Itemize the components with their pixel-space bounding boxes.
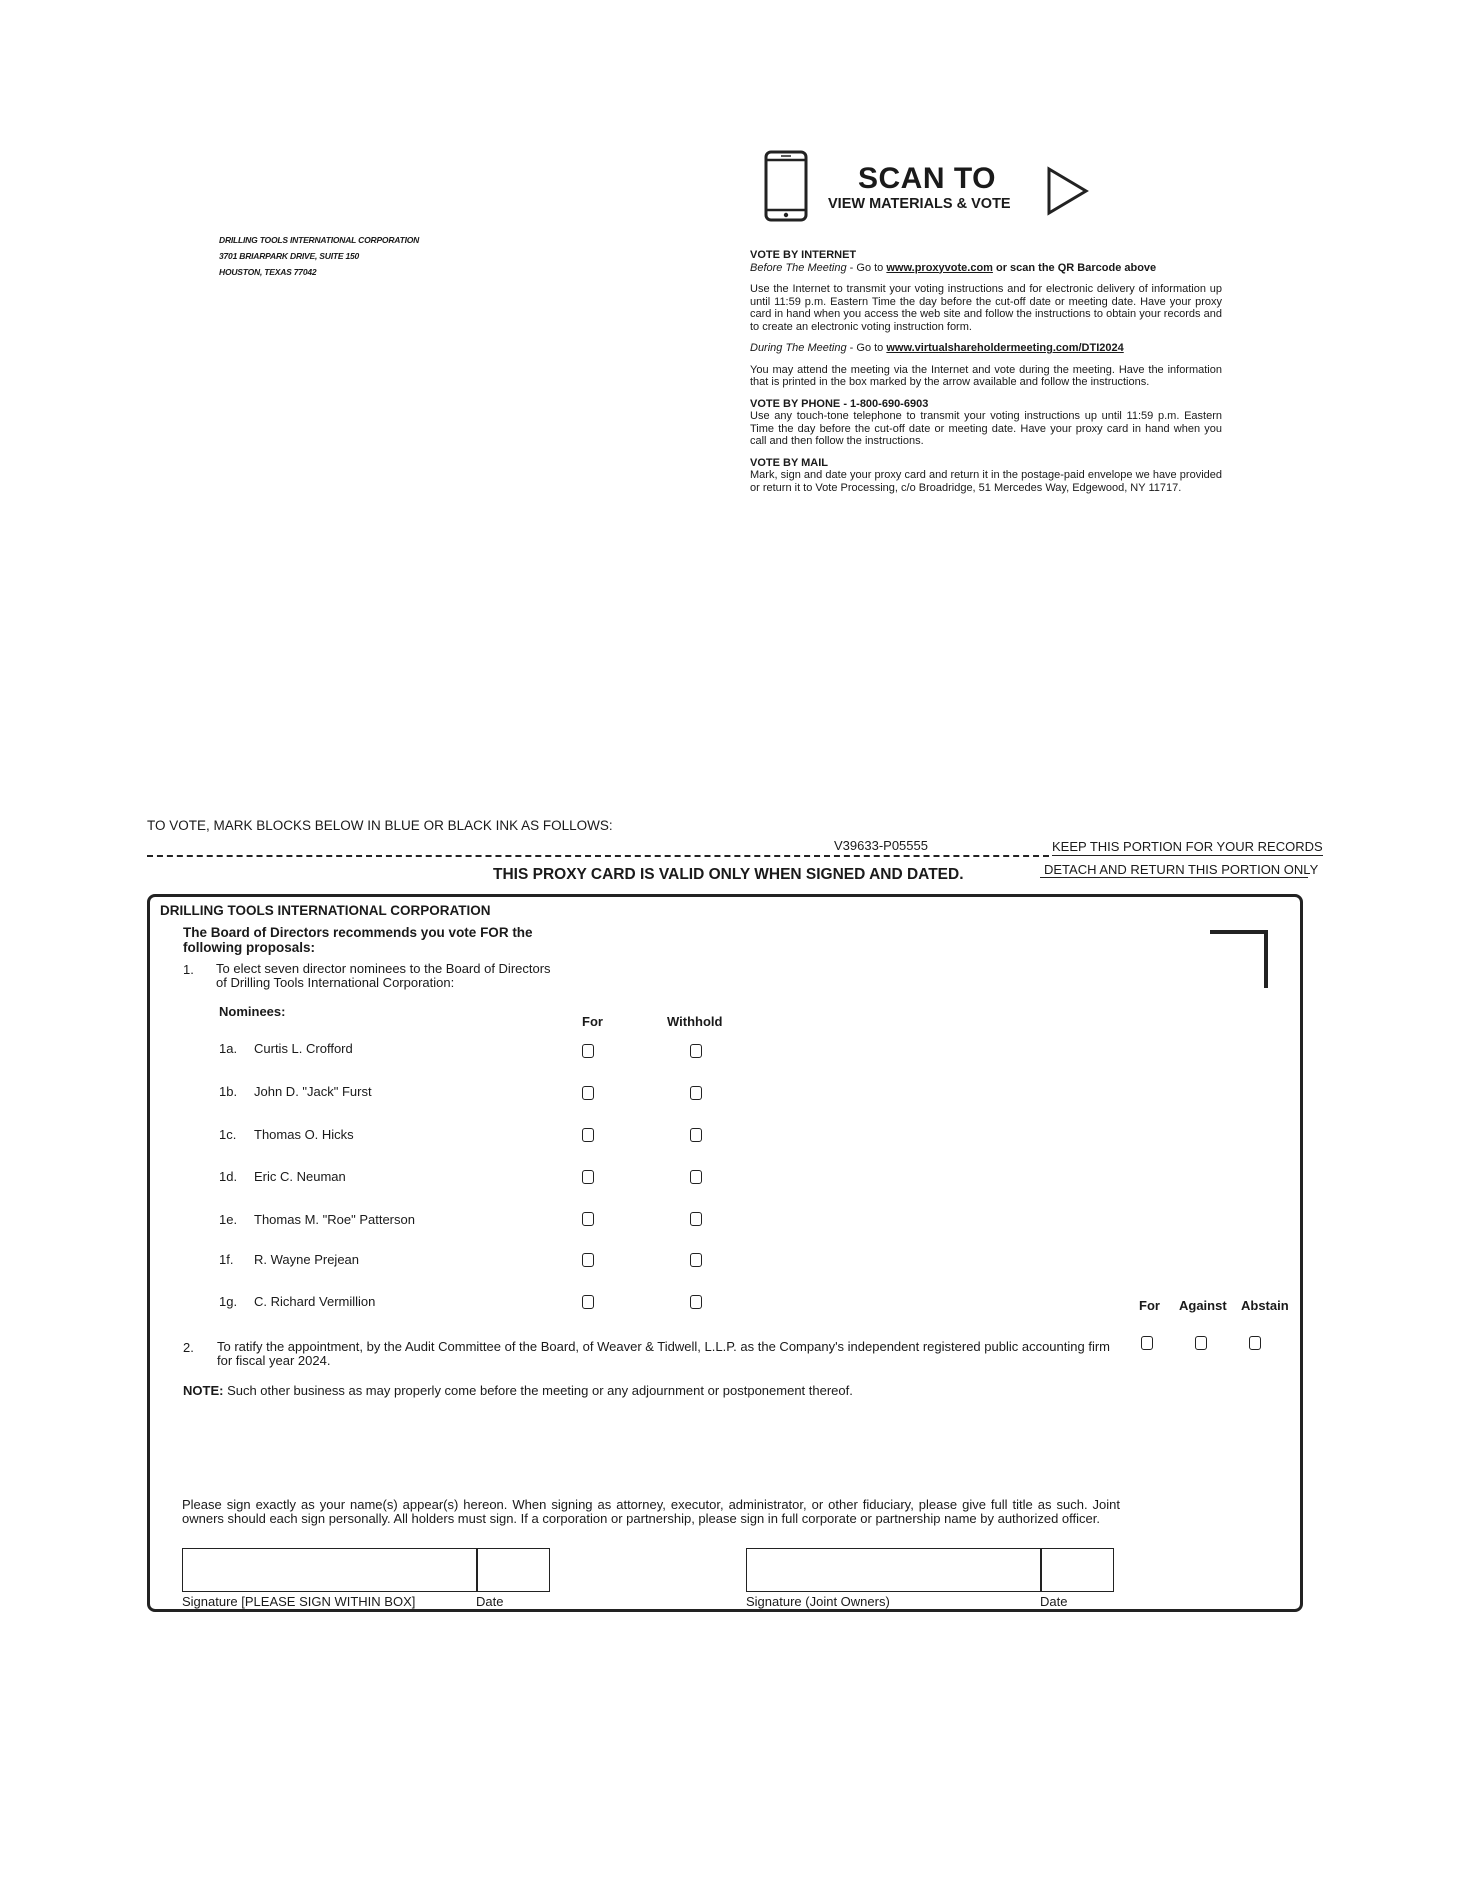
proposal-2-for-checkbox[interactable] bbox=[1141, 1336, 1153, 1350]
note-label: NOTE: bbox=[183, 1383, 224, 1398]
scan-title: SCAN TO bbox=[858, 162, 996, 195]
control-code: V39633-P05555 bbox=[828, 838, 934, 853]
nominee-1g-withhold-checkbox[interactable] bbox=[690, 1295, 702, 1309]
nominee-1c-for-checkbox[interactable] bbox=[582, 1128, 594, 1142]
internet-before-line bbox=[750, 262, 1222, 275]
nominee-1f-number: 1f. bbox=[219, 1252, 234, 1267]
nominee-1g-name: C. Richard Vermillion bbox=[254, 1294, 376, 1309]
nominee-1d-number: 1d. bbox=[219, 1169, 238, 1184]
nominees-label: Nominees: bbox=[219, 1004, 286, 1019]
nominee-1e-name: Thomas M. "Roe" Patterson bbox=[254, 1212, 415, 1227]
joint-date-label: Date bbox=[1040, 1594, 1068, 1609]
nominee-1d-for-checkbox[interactable] bbox=[582, 1170, 594, 1184]
keep-portion-label: KEEP THIS PORTION FOR YOUR RECORDS bbox=[1052, 839, 1323, 854]
internet-during-line bbox=[750, 342, 1222, 355]
proposal-1-line-2: of Drilling Tools International Corporation: bbox=[216, 975, 455, 990]
internet-heading: VOTE BY INTERNET bbox=[750, 249, 857, 261]
nominee-1e-number: 1e. bbox=[219, 1212, 238, 1227]
proposal-2-column-against: Against bbox=[1179, 1298, 1227, 1313]
mail-body: Mark, sign and date your proxy card and return it in the postage-paid envelope we have provided or return it to Vote Processing, c/o Broadridge, 51 Mercedes Way, Edgewood, NY 11717. bbox=[750, 469, 1222, 494]
note-text: Such other business as may properly come before the meeting or any adjournment or postponement thereof. bbox=[223, 1383, 853, 1398]
during-prefix: - Go to bbox=[846, 342, 887, 354]
phone-body: Use any touch-tone telephone to transmit your voting instructions up until 11:59 p.m. Eastern Time the day before the cut-off date or meeting date. Have your proxy card in hand when you call and then follow the instructions. bbox=[750, 410, 1222, 447]
nominee-1b-name: John D. "Jack" Furst bbox=[254, 1084, 372, 1099]
return-street: 3701 BRIARPARK DRIVE, SUITE 150 bbox=[219, 251, 360, 261]
proposal-2-against-checkbox[interactable] bbox=[1195, 1336, 1207, 1350]
mail-heading: VOTE BY MAIL bbox=[750, 456, 829, 469]
before-prefix: - Go to bbox=[846, 261, 887, 274]
nominee-1f-withhold-checkbox[interactable] bbox=[690, 1253, 702, 1267]
nominee-1a-withhold-checkbox[interactable] bbox=[690, 1044, 702, 1058]
nominee-1d-withhold-checkbox[interactable] bbox=[690, 1170, 702, 1184]
voting-instructions bbox=[750, 249, 1222, 494]
valid-notice: THIS PROXY CARD IS VALID ONLY WHEN SIGNED AND DATED. bbox=[493, 866, 964, 883]
proposal-2-text: To ratify the appointment, by the Audit Committee of the Board, of Weaver & Tidwell, L.L.P. as the Company's independent registered public accounting firm for fiscal year 2024. bbox=[217, 1339, 1110, 1368]
proposal-1-text bbox=[216, 962, 551, 990]
nominee-1a-number: 1a. bbox=[219, 1041, 238, 1056]
nominee-1b-withhold-checkbox[interactable] bbox=[690, 1086, 702, 1100]
proposal-2-column-abstain: Abstain bbox=[1241, 1298, 1289, 1313]
sign-instructions: Please sign exactly as your name(s) appear(s) hereon. When signing as attorney, executor, administrator, or other fiduciary, please give full title as such. Joint owners should each sign personally. All holders must sign. If a corporation or partnership, please sign in full corporate or partnership name by authorized officer. bbox=[182, 1497, 1120, 1526]
return-city: HOUSTON, TEXAS 77042 bbox=[219, 267, 317, 277]
nominee-1b-number: 1b. bbox=[219, 1084, 238, 1099]
nominee-1g-number: 1g. bbox=[219, 1294, 238, 1309]
joint-date-box[interactable] bbox=[1040, 1548, 1114, 1592]
phone-heading: VOTE BY PHONE - 1-800-690-6903 bbox=[750, 397, 929, 410]
nominee-1d-name: Eric C. Neuman bbox=[254, 1169, 346, 1184]
board-recommendation bbox=[183, 925, 533, 955]
date-label: Date bbox=[476, 1594, 504, 1609]
return-company: DRILLING TOOLS INTERNATIONAL CORPORATION bbox=[219, 235, 420, 245]
date-box[interactable] bbox=[476, 1548, 550, 1592]
column-for: For bbox=[582, 1014, 603, 1029]
joint-signature-label: Signature (Joint Owners) bbox=[746, 1594, 890, 1609]
joint-signature-box[interactable] bbox=[746, 1548, 1042, 1592]
nominee-1c-number: 1c. bbox=[219, 1127, 237, 1142]
nominee-1c-name: Thomas O. Hicks bbox=[254, 1127, 354, 1142]
signature-label: Signature [PLEASE SIGN WITHIN BOX] bbox=[182, 1594, 416, 1609]
nominee-1f-for-checkbox[interactable] bbox=[582, 1253, 594, 1267]
card-company: DRILLING TOOLS INTERNATIONAL CORPORATION bbox=[160, 903, 491, 918]
nominee-1a-name: Curtis L. Crofford bbox=[254, 1041, 353, 1056]
corner-mark bbox=[1210, 930, 1268, 988]
virtual-meeting-link[interactable]: www.virtualshareholdermeeting.com/DTI2024 bbox=[886, 342, 1124, 354]
play-arrow-icon bbox=[1046, 166, 1090, 216]
before-label: Before The Meeting bbox=[750, 261, 847, 274]
nominee-1b-for-checkbox[interactable] bbox=[582, 1086, 594, 1100]
before-suffix: or scan the QR Barcode above bbox=[992, 261, 1157, 274]
nominee-1e-for-checkbox[interactable] bbox=[582, 1212, 594, 1226]
board-line-2: following proposals: bbox=[183, 940, 315, 955]
detach-dashed-line bbox=[147, 855, 1049, 857]
internet-before-body: Use the Internet to transmit your voting instructions and for electronic delivery of information up until 11:59 p.m. Eastern Time the day before the cut-off date or meeting date. Have your proxy card in hand when you access the web site and follow the instructions to obtain your records and to create an electronic voting instruction form. bbox=[750, 283, 1222, 333]
internet-during-body: You may attend the meeting via the Internet and vote during the meeting. Have the information that is printed in the box marked by the arrow available and follow the instructions. bbox=[750, 363, 1222, 388]
proposal-1-number: 1. bbox=[183, 962, 194, 977]
nominee-1g-for-checkbox[interactable] bbox=[582, 1295, 594, 1309]
proposal-2-column-for: For bbox=[1139, 1298, 1160, 1313]
nominee-1a-for-checkbox[interactable] bbox=[582, 1044, 594, 1058]
proposal-2-abstain-checkbox[interactable] bbox=[1249, 1336, 1261, 1350]
mark-instructions: TO VOTE, MARK BLOCKS BELOW IN BLUE OR BLACK INK AS FOLLOWS: bbox=[147, 818, 613, 833]
during-label: During The Meeting bbox=[750, 342, 847, 354]
detach-return-label: DETACH AND RETURN THIS PORTION ONLY bbox=[1044, 862, 1319, 877]
proxyvote-link[interactable]: www.proxyvote.com bbox=[886, 261, 993, 274]
return-address bbox=[219, 232, 419, 280]
smartphone-icon bbox=[764, 150, 808, 222]
scan-subtitle: VIEW MATERIALS & VOTE bbox=[828, 196, 1011, 212]
nominee-1c-withhold-checkbox[interactable] bbox=[690, 1128, 702, 1142]
board-line-1: The Board of Directors recommends you vote FOR the bbox=[183, 925, 533, 940]
signature-box[interactable] bbox=[182, 1548, 478, 1592]
note bbox=[183, 1383, 853, 1398]
column-withhold: Withhold bbox=[667, 1014, 723, 1029]
nominee-1e-withhold-checkbox[interactable] bbox=[690, 1212, 702, 1226]
proposal-2-number: 2. bbox=[183, 1340, 194, 1355]
proposal-1-line-1: To elect seven director nominees to the Board of Directors bbox=[216, 961, 551, 976]
nominee-1f-name: R. Wayne Prejean bbox=[254, 1252, 360, 1267]
detach-underline bbox=[1040, 877, 1308, 878]
